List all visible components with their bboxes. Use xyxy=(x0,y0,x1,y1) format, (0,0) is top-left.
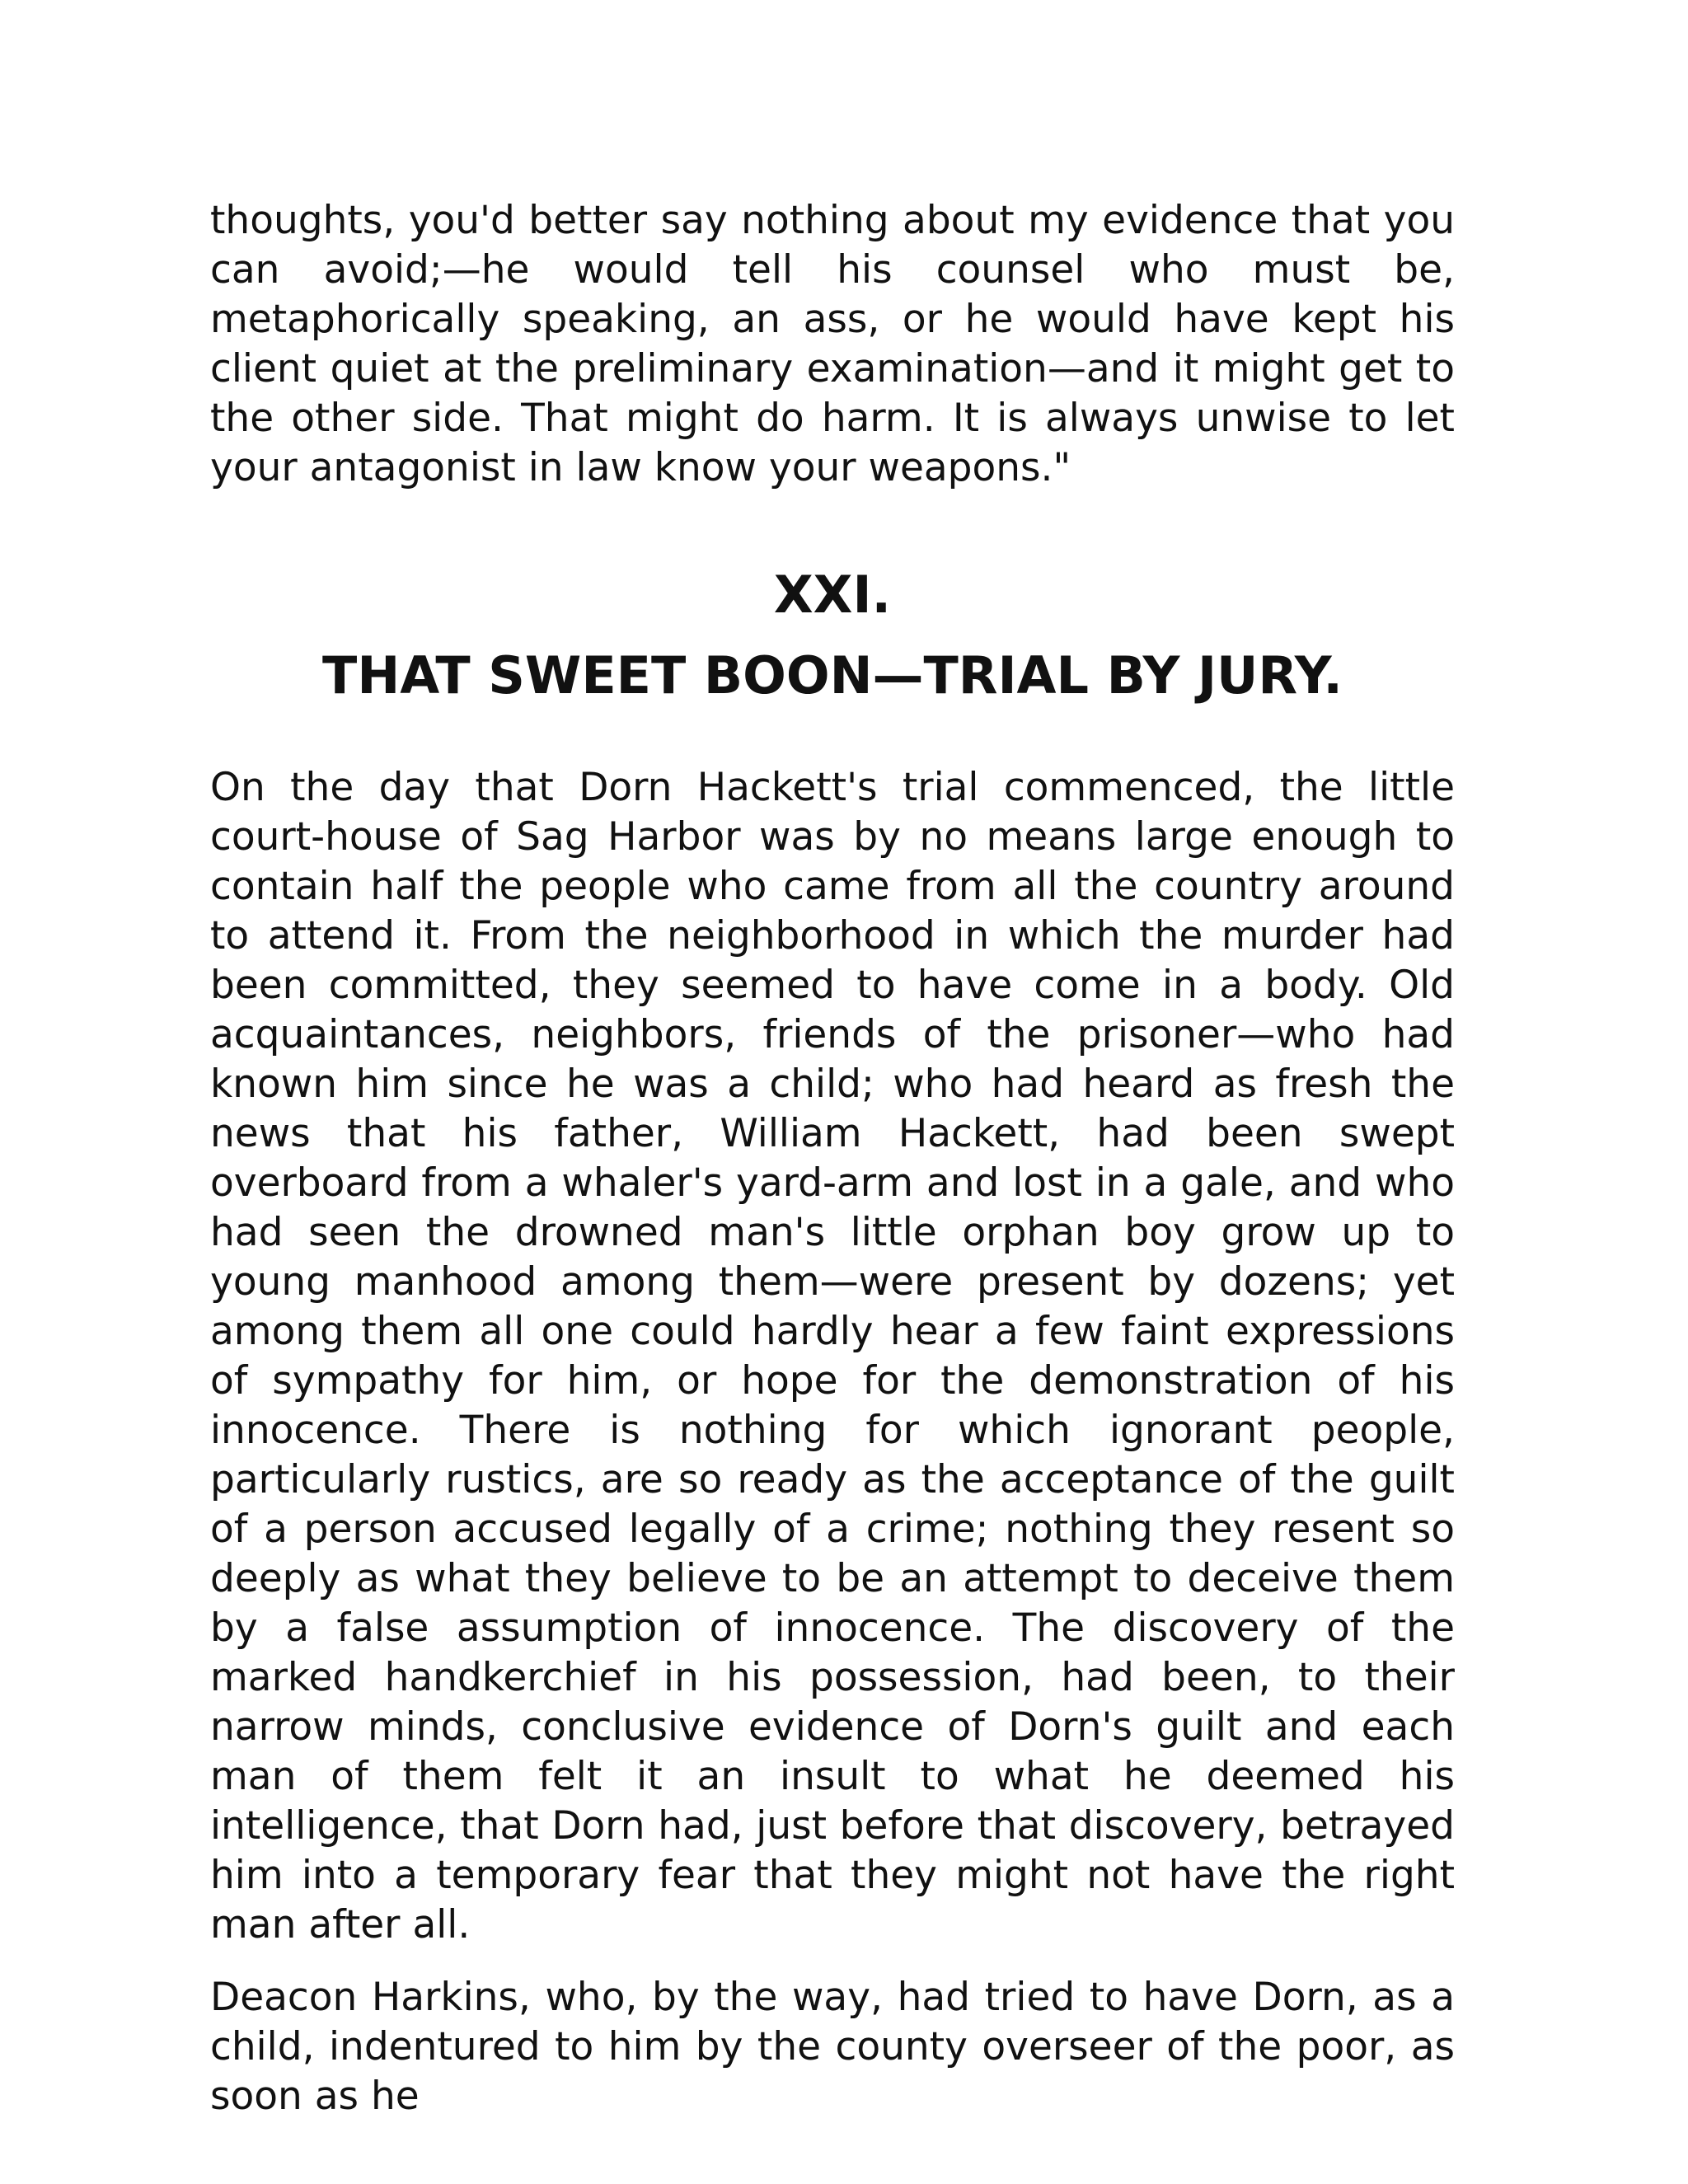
paragraph: Deacon Harkins, who, by the way, had tried to have Dorn, as a child, indentured to him by the county overseer of the poor, as soon as he xyxy=(210,1975,1455,2119)
paragraph: On the day that Dorn Hackett's trial commenced, the little court-house of Sag Harbor was by no means large enough to contain half the people who came from all the country around to attend it. From the neighborhood in which the murder had been committed, they seemed to have come in a body. Old acquaintances, neighbors, friends of the prisoner—who had known him since he was a child; who had heard as fresh the news that his father, William Hackett, had been swept overboard from a whaler's yard-arm and lost in a gale, and who had seen the drowned man's little orphan boy grow up to young manhood among them—were present by dozens; yet among them all one could hardly hear a few faint expressions of sympathy for him, or hope for the demonstration of his innocence. There is nothing for which ignorant people, particularly rustics, are so ready as the acceptance of the guilt of a person accused legally of a crime; nothing they resent so deeply as what they believe to be an attempt to deceive them by a false assumption of innocence. The discovery of the marked handkerchief in his possession, had been, to their narrow minds, conclusive evidence of Dorn's guilt and each man of them felt it an insult to what he deemed his intelligence, that Dorn had, just before that discovery, betrayed him into a temporary fear that they might not have the right man after all. xyxy=(210,765,1455,1947)
continued-paragraph: thoughts, you'd better say nothing about my evidence that you can avoid;—he would tell his counsel who must be, metaphorically speaking, an ass, or he would have kept his client quiet at the preliminary examination—and it might get to the other side. That might do harm. It is always unwise to let your antagonist in law know your weapons." xyxy=(210,198,1455,490)
chapter-title: THAT SWEET BOON—TRIAL BY JURY. xyxy=(322,645,1343,705)
book-page xyxy=(210,196,1455,2121)
chapter-number: XXI. xyxy=(773,565,892,625)
chapter-body xyxy=(210,763,1455,2121)
